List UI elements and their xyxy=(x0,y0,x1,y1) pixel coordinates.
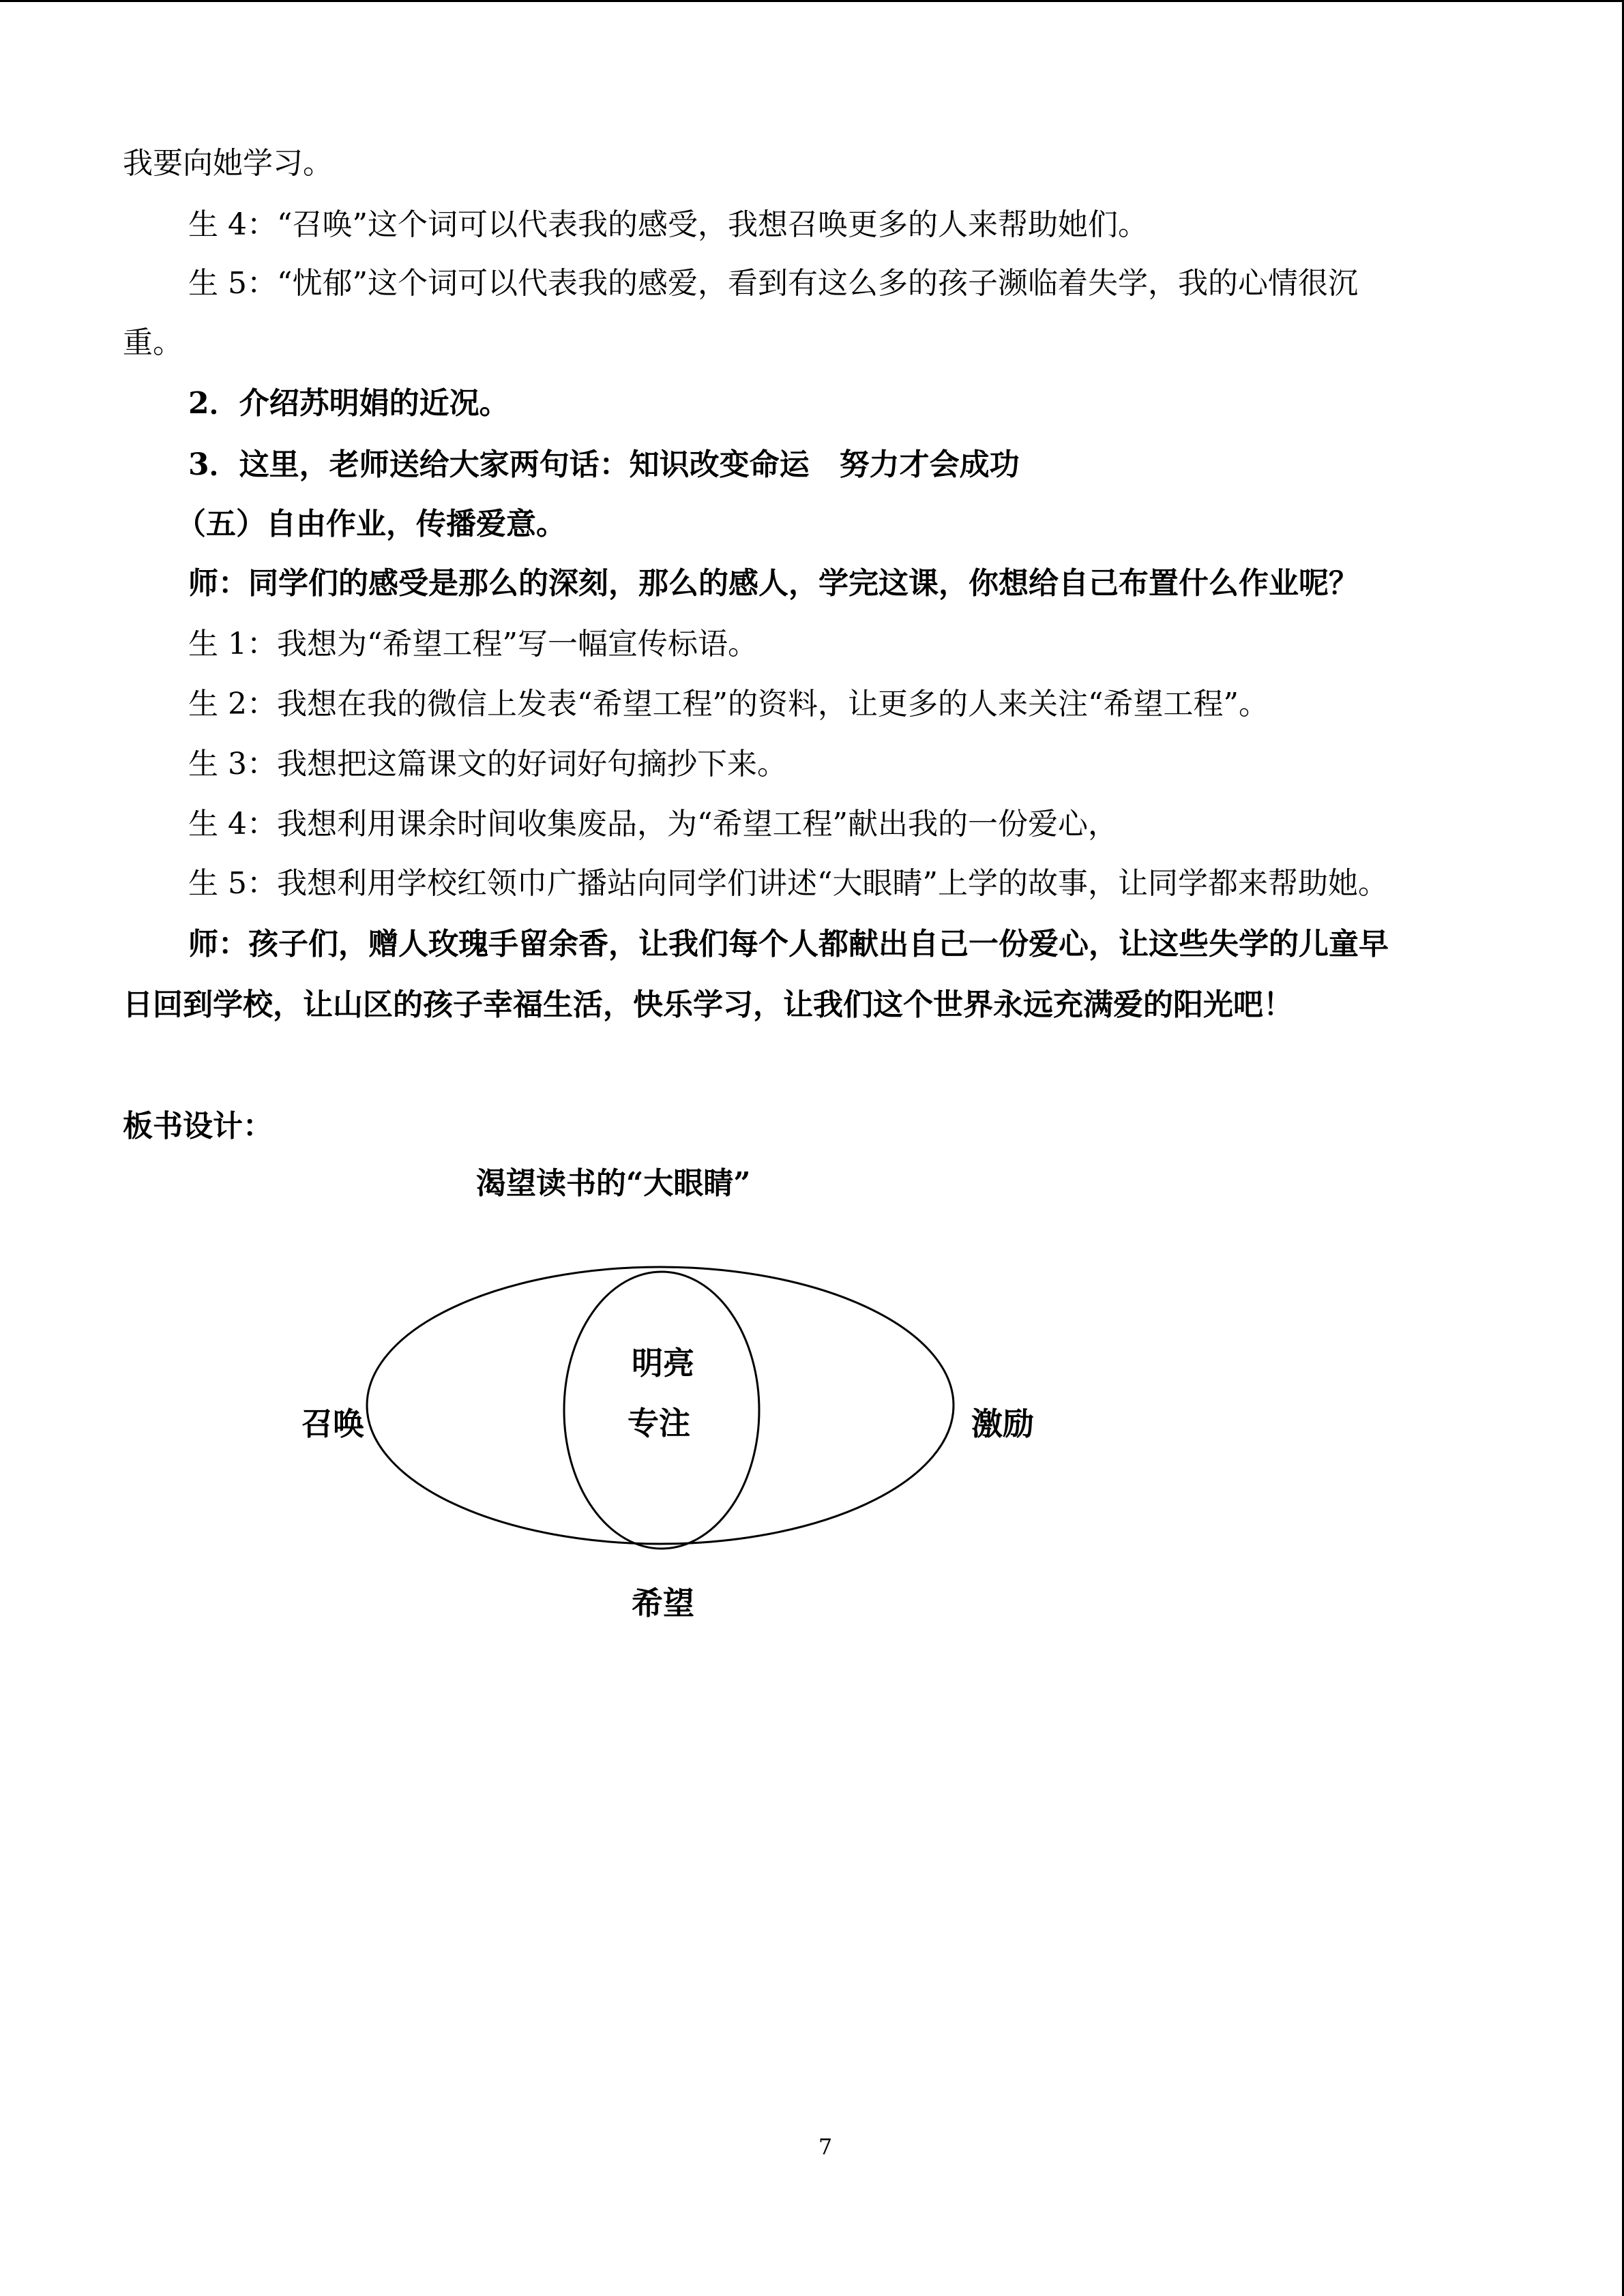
paragraph-8: 生 1：我想为“希望工程”写一幅宣传标语。 xyxy=(188,627,758,661)
diagram-label-center-top: 明亮 xyxy=(632,1345,694,1382)
paragraph-3a: 生 5：“忧郁”这个词可以代表我的感爱，看到有这么多的孩子濒临着失学，我的心情很沉 xyxy=(188,266,1358,301)
paragraph-2: 生 4：“召唤”这个词可以代表我的感受，我想召唤更多的人来帮助她们。 xyxy=(188,207,1148,242)
diagram-label-bottom: 希望 xyxy=(632,1585,694,1622)
paragraph-1: 我要向她学习。 xyxy=(123,146,333,181)
paragraph-5: 3．这里，老师送给大家两句话：知识改变命运 努力才会成功 xyxy=(188,447,1020,482)
board-design-title: 渴望读书的“大眼睛” xyxy=(476,1166,751,1201)
paragraph-4: 2．介绍苏明娟的近况。 xyxy=(188,386,510,421)
paragraph-9: 生 2：我想在我的微信上发表“希望工程”的资料，让更多的人来关注“希望工程”。 xyxy=(188,687,1269,721)
paragraph-3b: 重。 xyxy=(123,325,183,360)
page-number: 7 xyxy=(818,2134,833,2160)
diagram-label-left: 召唤 xyxy=(301,1405,364,1442)
paragraph-13b: 日回到学校，让山区的孩子幸福生活，快乐学习，让我们这个世界永远充满爱的阳光吧！ xyxy=(123,987,1293,1022)
paragraph-13a: 师：孩子们，赠人玫瑰手留余香，让我们每个人都献出自己一份爱心，让这些失学的儿童早 xyxy=(188,927,1389,961)
paragraph-12: 生 5：我想利用学校红领巾广播站向同学们讲述“大眼睛”上学的故事，让同学都来帮助她。 xyxy=(188,866,1388,901)
paragraph-7: 师：同学们的感受是那么的深刻，那么的感人，学完这课，你想给自己布置什么作业呢？ xyxy=(188,566,1359,601)
section-heading-5: （五）自由作业，传播爱意。 xyxy=(176,507,566,541)
diagram-label-right: 激励 xyxy=(971,1405,1034,1442)
paragraph-11: 生 4：我想利用课余时间收集废品，为“希望工程”献出我的一份爱心， xyxy=(188,807,1118,841)
paragraph-10: 生 3：我想把这篇课文的好词好句摘抄下来。 xyxy=(188,747,787,781)
board-design-heading: 板书设计： xyxy=(123,1109,273,1144)
diagram-label-center-bottom: 专注 xyxy=(628,1405,690,1442)
